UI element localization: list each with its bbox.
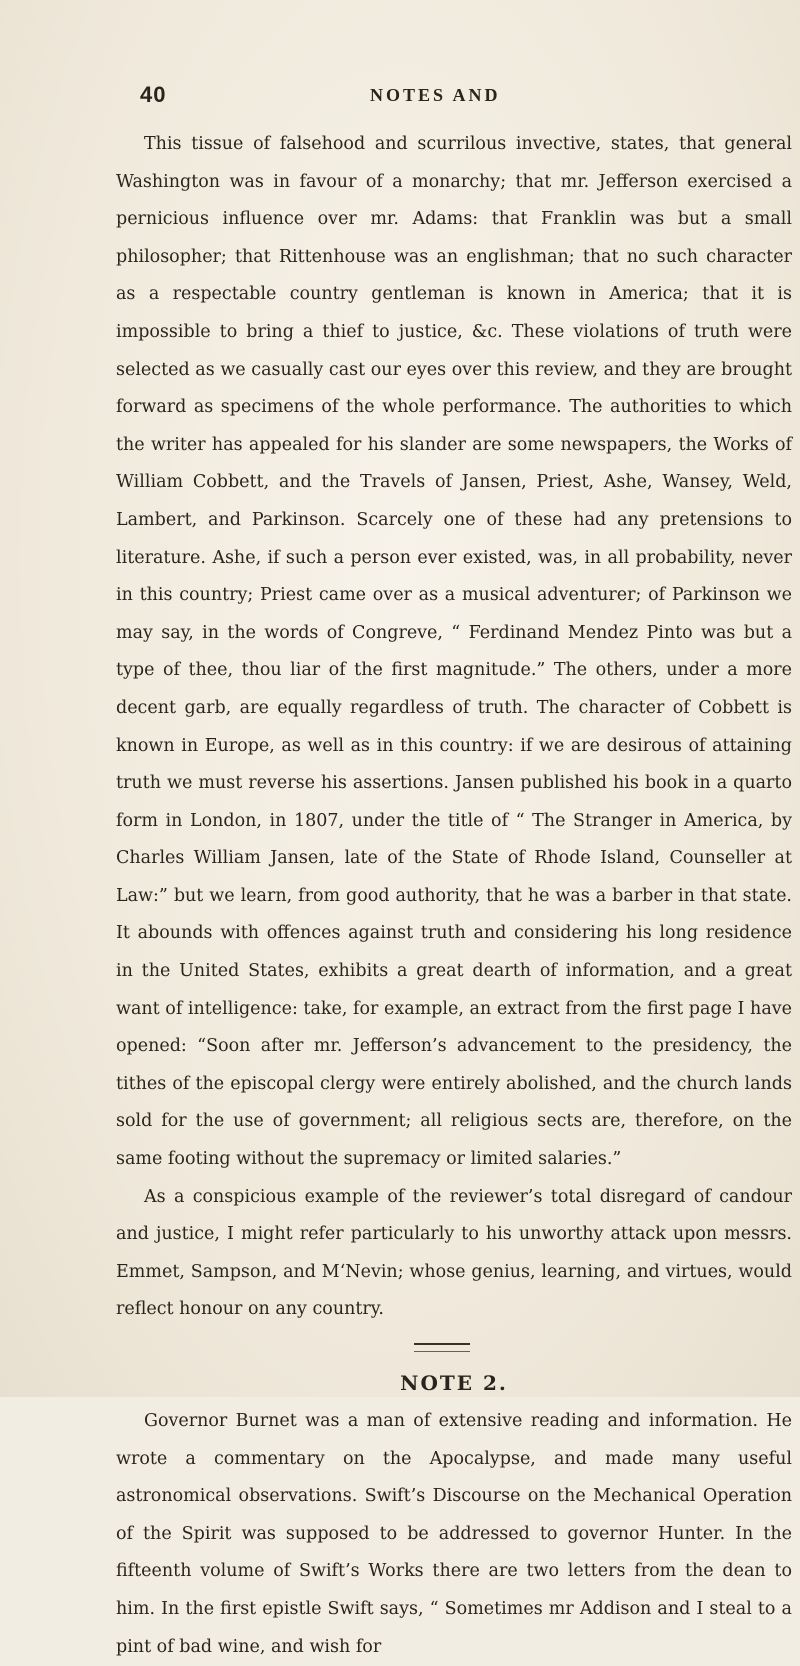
- paragraph: This tissue of falsehood and scurrilous invective, states, that general Washington was in favour of a monarchy; that mr. Jefferson exercised a pernicious influence over mr. Adams: that Franklin was but a small philosopher; that Rittenhouse was an englishman; that no such character as a respectable country gentleman is known in America; that it is impossible to bring a thief to justice, &c. These violations of truth were selected as we casually cast our eyes over this review, and they are brought forward as specimens of the whole performance. The authorities to which the writer has appealed for his slander are some newspapers, the Works of William Cobbett, and the Travels of Jansen, Priest, Ashe, Wansey, Weld, Lambert, and Parkinson. Scarcely one of these had any pretensions to literature. Ashe, if such a person ever existed, was, in all probability, never in this country; Priest came over as a musical adventurer; of Parkinson we may say, in the words of Congreve, “ Ferdinand Mendez Pinto was but a type of thee, thou liar of the first magnitude.” The others, under a more decent garb, are equally regardless of truth. The character of Cobbett is known in Europe, as well as in this country: if we are desirous of attaining truth we must reverse his assertions. Jansen published his book in a quarto form in London, in 1807, under the title of “ The Stranger in America, by Charles William Jansen, late of the State of Rhode Island, Counseller at Law:” but we learn, from good authority, that he was a barber in that state. It abounds with offences against truth and considering his long residence in the United States, exhibits a great dearth of information, and a great want of intelligence: take, for example, an extract from the first page I have opened: “Soon after mr. Jefferson’s advancement to the presidency, the tithes of the episcopal clergy were entirely abolished, and the church lands sold for the use of government; all religious sects are, therefore, on the same footing without the supremacy or limited salaries.”: [116, 134, 792, 1170]
- paragraph: As a conspicious example of the reviewer’s total disregard of candour and justice, I might refer particularly to his unworthy attack upon messrs. Emmet, Sampson, and M‘Nevin; whose genius, learning, and virtues, would reflect honour on any country.: [116, 1186, 792, 1320]
- section-divider: [414, 1343, 470, 1352]
- page-number: 40: [140, 82, 167, 107]
- note-heading: NOTE 2.: [400, 1371, 508, 1395]
- note-paragraph: Governor Burnet was a man of extensive reading and information. He wrote a commentary on the Apocalypse, and made many useful astronomical observations. Swift’s Discourse on the Mechanical Operation of the Spirit was supposed to be addressed to governor Hunter. In the fifteenth volume of Swift’s Works there are two letters from the dean to him. In the first epistle Swift says, “ Sometimes mr Addison and I steal to a pint of bad wine, and wish for: [116, 1411, 792, 1657]
- page-body: [116, 126, 792, 1666]
- running-head: NOTES AND: [370, 85, 501, 105]
- page-header: [140, 82, 760, 112]
- section-divider-wrap: [116, 1329, 792, 1363]
